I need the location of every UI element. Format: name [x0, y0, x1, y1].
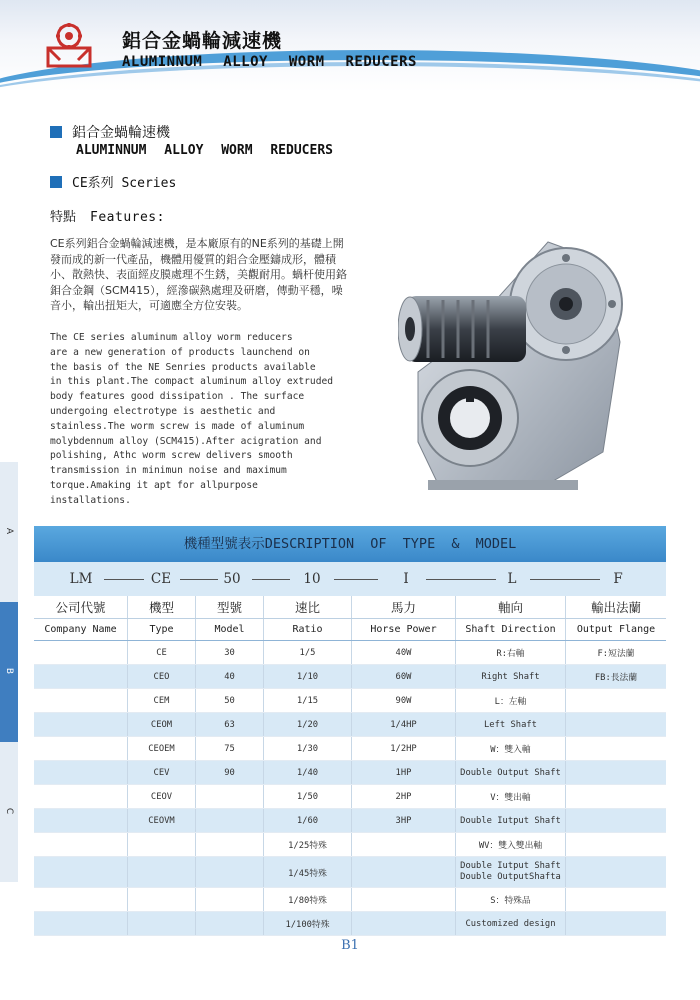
table-cell [34, 641, 128, 664]
table-cell [566, 809, 666, 832]
table-cell: 90 [196, 761, 264, 784]
header-zh-cell: 型號 [196, 596, 264, 618]
table-cell [34, 833, 128, 856]
table-cell: CE [128, 641, 196, 664]
model-code-part: I [403, 571, 409, 587]
model-code-dash [426, 579, 496, 580]
table-cell: 3HP [352, 809, 456, 832]
table-cell [34, 912, 128, 935]
model-code-dash [334, 579, 378, 580]
header-zh-cell: 速比 [264, 596, 352, 618]
table-row [34, 737, 666, 761]
header-en-cell: Model [196, 619, 264, 640]
table-title: 機種型號表示DESCRIPTION OF TYPE & MODEL [34, 526, 666, 562]
table-cell: F:短法蘭 [597, 649, 635, 659]
side-tab-c-label: C [4, 807, 14, 815]
description-en: The CE series aluminum alloy worm reducers are a new generation of products launchend on the basis of the NE Senries products available in this plant.The compact aluminum alloy extruded body features good dissipation . The surface undergoing electrotype is aesthetic and stainless.The worm screw is made of aluminum molybdennum alloy (SCM415).After acigration and polishing, Athc worm screw delivers smooth transmission in minimun noise and maximum torque.Amaking it apt for allpurpose installations. [50, 332, 334, 506]
table-cell [566, 833, 666, 856]
model-code-part: L [507, 571, 517, 587]
table-row [34, 833, 666, 857]
model-code-part: LM [69, 571, 93, 587]
table-cell: L：左軸 [456, 689, 566, 712]
table-cell: 1/80特殊 [264, 888, 352, 911]
table-cell-line: Double OutputShafta [460, 872, 561, 882]
table-cell [196, 888, 264, 911]
table-cell-line: Double Iutput Shaft [460, 861, 561, 871]
table-cell [196, 833, 264, 856]
header-en-cell: Type [128, 619, 196, 640]
model-code-part: CE [150, 571, 172, 587]
table-cell [566, 737, 666, 760]
side-tab-b-label: B [4, 667, 14, 675]
table-cell: V：雙出軸 [456, 785, 566, 808]
model-code-part: F [613, 571, 623, 587]
table-cell [196, 785, 264, 808]
features-zh: 特點 [50, 210, 77, 225]
table-header-zh [34, 596, 666, 619]
header-zh-cell: 馬力 [352, 596, 456, 618]
table-cell [352, 833, 456, 856]
table-cell: Right Shaft [456, 665, 566, 688]
bullet-square-icon [50, 126, 62, 138]
table-cell [34, 857, 128, 887]
page-header [0, 0, 700, 92]
table-cell [352, 857, 456, 887]
header-title-zh: 鋁合金蝸輪減速機 [122, 30, 283, 52]
table-cell: 1/40 [264, 761, 352, 784]
table-row [34, 641, 666, 665]
description-zh: CE系列鋁合金蝸輪減速機，是本廠原有的NE系列的基礎上開發而成的新一代產品，機體用優質的鋁合金壓鑄成形，體積小、散熱快、表面經皮膜處理不生銹，美觀耐用。蝸杆使用鉻鉬合金鋼（SCM415），經滲碳熱處理及研磨，傳動平穩，噪音小，輸出扭矩大，可適應全方位安裝。 [50, 237, 347, 312]
table-cell: 2HP [352, 785, 456, 808]
model-code-dash [180, 579, 218, 580]
side-tab-a-label: A [4, 527, 14, 535]
table-cell: FB:長法蘭 [594, 673, 638, 683]
table-cell: 1/60 [264, 809, 352, 832]
table-cell: Double Output Shaft [456, 761, 566, 784]
table-cell [34, 665, 128, 688]
table-row [34, 912, 666, 936]
table-cell [128, 888, 196, 911]
side-tab-a[interactable] [0, 462, 18, 602]
table-cell [34, 737, 128, 760]
table-cell [456, 857, 566, 887]
section-title-zh-text: 鋁合金蝸輪速機 [72, 125, 170, 141]
table-row [34, 888, 666, 912]
table-cell: 1/100特殊 [264, 912, 352, 935]
header-en-cell: Shaft Direction [456, 619, 566, 640]
table-row [34, 857, 666, 888]
table-cell: 1/30 [264, 737, 352, 760]
header-title-en: ALUMINNUM ALLOY WORM REDUCERS [122, 54, 417, 70]
table-cell [566, 713, 666, 736]
table-cell [566, 761, 666, 784]
header-zh-cell: 機型 [128, 596, 196, 618]
model-code-dash [104, 579, 144, 580]
features-heading [50, 206, 165, 225]
table-cell: 50 [196, 689, 264, 712]
table-cell: 1/5 [264, 641, 352, 664]
model-code-dash [252, 579, 290, 580]
bullet-square-icon [50, 176, 62, 188]
table-cell: 1/20 [264, 713, 352, 736]
side-tab-b[interactable] [0, 602, 18, 742]
table-row [34, 665, 666, 689]
table-body [34, 641, 666, 936]
header-en-cell: Output Flange [576, 624, 656, 635]
model-code-row [34, 562, 666, 596]
table-cell [34, 761, 128, 784]
table-cell: 1/15 [264, 689, 352, 712]
table-cell: 1/10 [264, 665, 352, 688]
table-row [34, 809, 666, 833]
company-logo-icon [42, 18, 96, 72]
section-title-zh [50, 122, 170, 142]
table-cell [352, 912, 456, 935]
model-description-table [34, 526, 666, 936]
table-cell: 1HP [352, 761, 456, 784]
model-code-dash [530, 579, 600, 580]
table-cell [566, 785, 666, 808]
table-cell [352, 888, 456, 911]
table-cell [128, 857, 196, 887]
table-cell: CEO [128, 665, 196, 688]
table-cell: 40W [352, 641, 456, 664]
table-cell [34, 713, 128, 736]
table-cell: 1/45特殊 [264, 857, 352, 887]
table-header-en [34, 619, 666, 641]
table-row [34, 785, 666, 809]
table-cell: CEOM [128, 713, 196, 736]
table-cell: CEOEM [128, 737, 196, 760]
table-cell: R:右軸 [456, 641, 566, 664]
table-cell: 1/50 [264, 785, 352, 808]
table-cell: 1/25特殊 [264, 833, 352, 856]
series-title [50, 172, 176, 191]
table-cell [34, 809, 128, 832]
series-title-text: CE系列 Sceries [72, 176, 177, 191]
table-cell [196, 912, 264, 935]
model-code-part: 50 [223, 571, 241, 587]
table-cell [34, 785, 128, 808]
table-cell: 63 [196, 713, 264, 736]
worm-reducer-photo [398, 222, 624, 494]
table-cell: 1/4HP [352, 713, 456, 736]
table-cell: WV：雙入雙出軸 [456, 833, 566, 856]
table-cell: CEM [128, 689, 196, 712]
model-code-part: 10 [303, 571, 321, 587]
table-cell: CEOV [128, 785, 196, 808]
table-cell [196, 809, 264, 832]
table-cell [128, 912, 196, 935]
table-cell: 75 [196, 737, 264, 760]
table-cell: 60W [352, 665, 456, 688]
table-cell: 30 [196, 641, 264, 664]
table-cell: CEOVM [128, 809, 196, 832]
table-cell [196, 857, 264, 887]
table-cell: 90W [352, 689, 456, 712]
table-cell: 1/2HP [352, 737, 456, 760]
table-row [34, 761, 666, 785]
table-cell [566, 888, 666, 911]
table-row [34, 713, 666, 737]
table-cell [34, 888, 128, 911]
table-cell [566, 912, 666, 935]
header-en-cell: Company Name [34, 619, 128, 640]
section-title-en: ALUMINNUM ALLOY WORM REDUCERS [76, 143, 333, 158]
header-en-cell: Ratio [264, 619, 352, 640]
table-cell: S：特殊品 [456, 888, 566, 911]
table-cell [34, 689, 128, 712]
header-en-cell: Horse Power [352, 619, 456, 640]
table-cell: W：雙入軸 [456, 737, 566, 760]
header-zh-cell: 輸出法蘭 [590, 600, 641, 615]
side-tab-c[interactable] [0, 742, 18, 882]
table-cell: Double Iutput Shaft [456, 809, 566, 832]
table-cell: 40 [196, 665, 264, 688]
table-cell: CEV [128, 761, 196, 784]
features-en: Features: [90, 210, 165, 225]
table-row [34, 689, 666, 713]
table-cell [128, 833, 196, 856]
table-cell [566, 857, 666, 887]
header-zh-cell: 公司代號 [34, 596, 128, 618]
table-cell: Customized design [456, 912, 566, 935]
table-cell: Left Shaft [456, 713, 566, 736]
table-cell [566, 689, 666, 712]
page-number: B1 [341, 938, 359, 953]
header-zh-cell: 軸向 [456, 596, 566, 618]
